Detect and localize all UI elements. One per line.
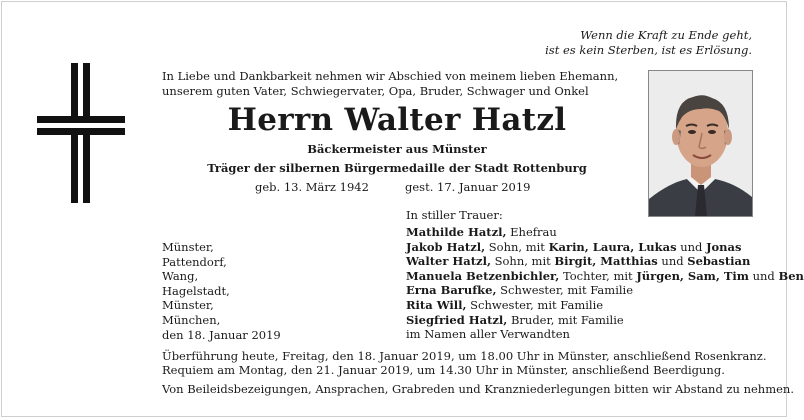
deceased-honor: Träger der silbernen Bürgermedaille der Stadt Rottenburg	[207, 161, 587, 175]
mourner-row	[406, 327, 804, 342]
mourner-relation: Sohn, mit	[490, 254, 555, 269]
place-item: München,	[162, 312, 221, 327]
transfer-notice: Überführung heute, Freitag, den 18. Januar 2019, um 18.00 Uhr in Münster, anschließend Rosenkranz.	[162, 349, 767, 363]
places-list	[162, 240, 281, 342]
mourner-name: Siegfried Hatzl,	[406, 312, 508, 327]
condolences-notice: Von Beileidsbezeigungen, Ansprachen, Grabreden und Kranzniederlegungen bitten wir Abstand zu nehmen.	[162, 382, 794, 396]
place-item: Wang,	[162, 269, 199, 284]
deceased-name: Herrn Walter Hatzl	[227, 102, 567, 138]
mourner-relative-names: Birgit, Matthias	[554, 254, 658, 269]
place-item: den 18. Januar 2019	[162, 327, 281, 342]
mourner-relation: Schwester, mit Familie	[466, 297, 604, 312]
mourner-relation: Tochter, mit	[559, 268, 637, 283]
mourner-name: Erna Barufke,	[406, 283, 497, 298]
requiem-notice: Requiem am Montag, den 21. Januar 2019, um 14.30 Uhr in Münster, anschließend Beerdigung.	[162, 363, 725, 377]
mourner-row	[406, 240, 804, 255]
intro-line-1: In Liebe und Dankbarkeit nehmen wir Abschied von meinem lieben Ehemann,	[162, 69, 619, 83]
mourner-name: Walter Hatzl,	[406, 254, 491, 269]
place-item: Münster,	[162, 298, 214, 313]
mourner-relative-names: Jürgen, Sam, Tim	[636, 268, 749, 283]
mourner-relative-names: Jonas	[706, 239, 742, 254]
mourner-relative-names: Karin, Laura, Lukas	[548, 239, 677, 254]
mourner-row	[406, 313, 804, 328]
mourner-name: Manuela Betzenbichler,	[406, 268, 560, 283]
mourner-relative-names: Sebastian	[687, 254, 751, 269]
mourner-relation: und	[657, 254, 688, 269]
mourner-name: Rita Will,	[406, 297, 467, 312]
death-date: gest. 17. Januar 2019	[405, 180, 531, 194]
mourning-header: In stiller Trauer:	[406, 208, 503, 222]
mourner-name: Mathilde Hatzl,	[406, 225, 507, 239]
place-item: Hagelstadt,	[162, 283, 230, 298]
mourner-relation: Schwester, mit Familie	[496, 283, 634, 298]
mourner-relation: Bruder, mit Familie	[507, 312, 624, 327]
mourner-name: Jakob Hatzl,	[406, 239, 486, 254]
portrait-photo	[648, 70, 753, 217]
mourner-row	[406, 269, 804, 284]
mourner-row	[406, 254, 804, 269]
place-item: Pattendorf,	[162, 254, 227, 269]
mourner-relation: Ehefrau	[506, 225, 557, 239]
mourner-relation: und	[748, 268, 779, 283]
deceased-occupation: Bäckermeister aus Münster	[307, 142, 487, 156]
intro-text	[162, 69, 632, 99]
motto-line-2: ist es kein Sterben, ist es Erlösung.	[545, 43, 752, 57]
portrait-illustration	[649, 71, 752, 216]
mourners-list	[406, 225, 804, 342]
mourner-relation: im Namen aller Verwandten	[406, 327, 570, 342]
place-item: Münster,	[162, 240, 214, 254]
motto	[545, 28, 752, 58]
mourner-row	[406, 225, 804, 240]
mourner-row	[406, 283, 804, 298]
mourner-row	[406, 298, 804, 313]
mourner-relation: und	[676, 239, 707, 254]
motto-line-1: Wenn die Kraft zu Ende geht,	[580, 28, 752, 42]
birth-date: geb. 13. März 1942	[255, 180, 369, 194]
mourner-relation: Sohn, mit	[485, 239, 549, 254]
intro-line-2: unserem guten Vater, Schwiegervater, Opa, Bruder, Schwager und Onkel	[162, 84, 589, 98]
mourner-relative-names: Ben	[778, 268, 804, 283]
cross-icon	[37, 63, 125, 203]
